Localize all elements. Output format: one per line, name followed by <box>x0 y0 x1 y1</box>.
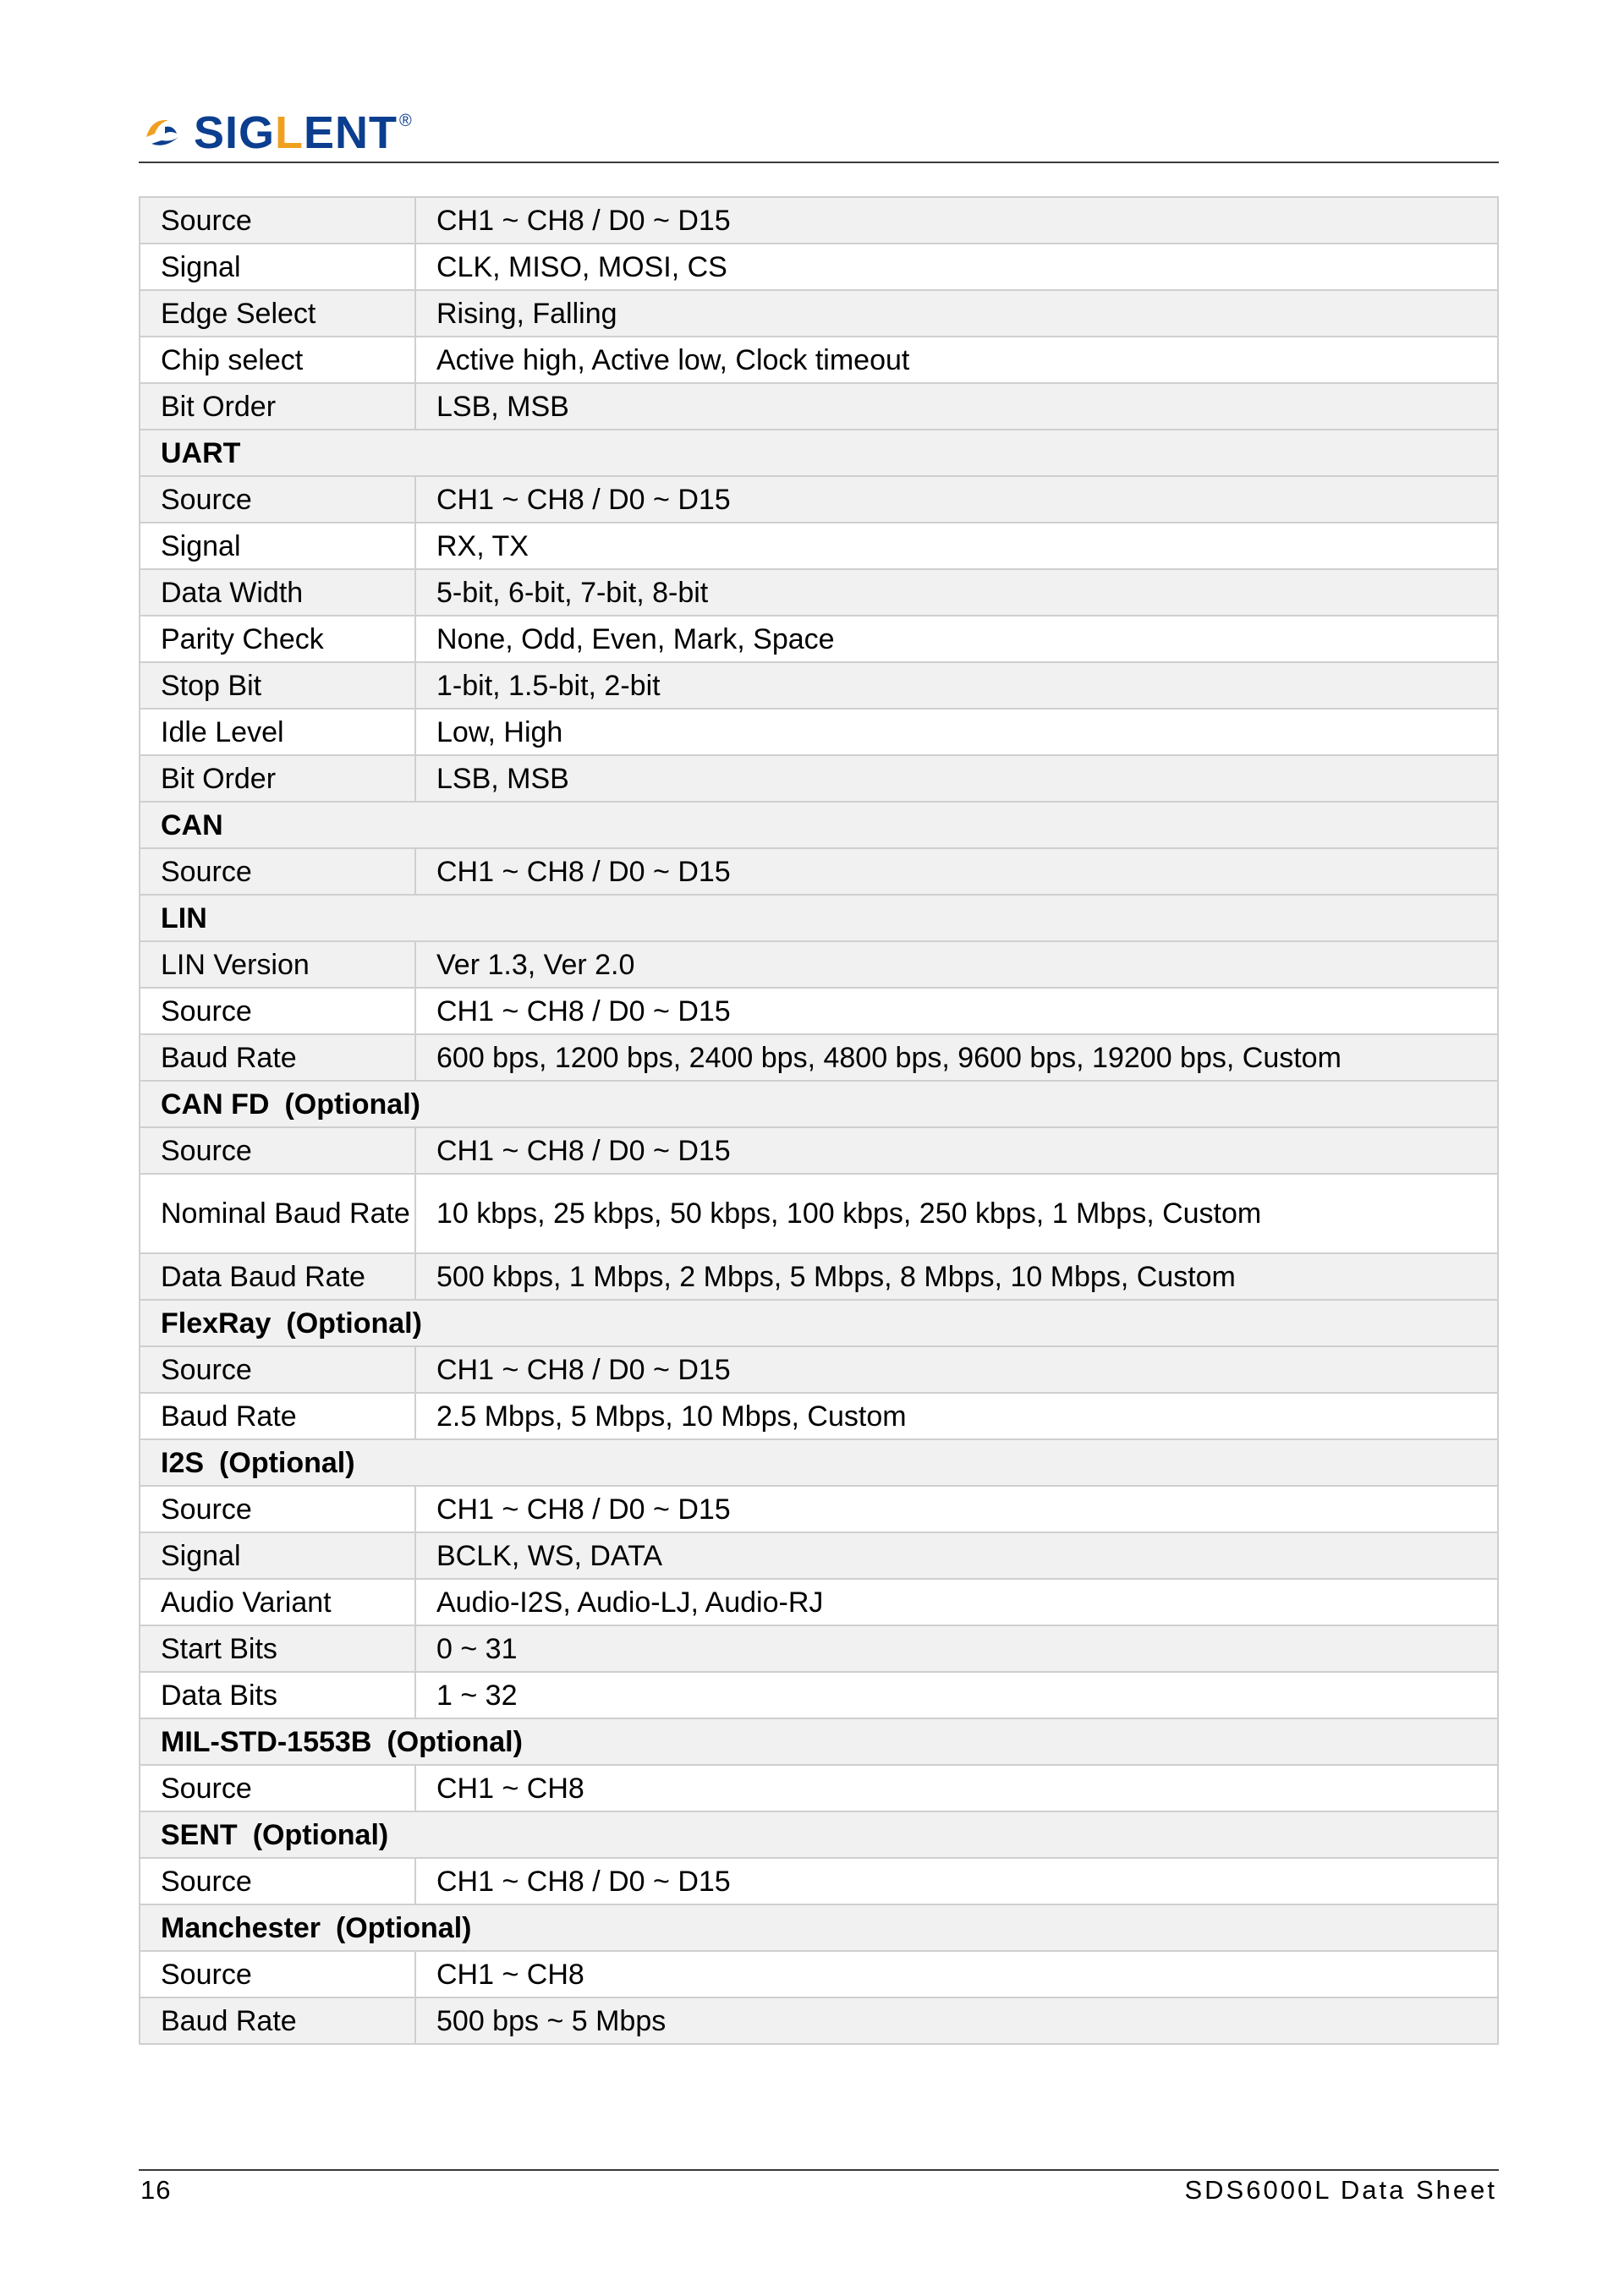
section-title: Manchester <box>161 1911 321 1944</box>
spec-key: Source <box>140 1486 415 1532</box>
section-title-cell <box>140 1718 1498 1765</box>
spec-value: 1 ~ 32 <box>415 1672 1498 1718</box>
spec-value: 5-bit, 6-bit, 7-bit, 8-bit <box>415 569 1498 616</box>
section-header-row <box>140 1081 1498 1127</box>
spec-key: Source <box>140 988 415 1034</box>
section-header-row <box>140 1300 1498 1346</box>
spec-key: LIN Version <box>140 941 415 988</box>
spec-value: Low, High <box>415 709 1498 755</box>
section-header-row <box>140 1904 1498 1951</box>
spec-key: Source <box>140 1858 415 1904</box>
siglent-logo <box>140 108 412 157</box>
spec-row <box>140 616 1498 662</box>
spec-row <box>140 662 1498 709</box>
spec-value: 2.5 Mbps, 5 Mbps, 10 Mbps, Custom <box>415 1393 1498 1439</box>
spec-key: Signal <box>140 523 415 569</box>
header-rule <box>139 162 1499 163</box>
spec-row <box>140 337 1498 383</box>
spec-key: Data Baud Rate <box>140 1253 415 1300</box>
spec-value: CH1 ~ CH8 / D0 ~ D15 <box>415 1486 1498 1532</box>
spec-table <box>139 196 1499 2045</box>
spec-row <box>140 1579 1498 1625</box>
footer-rule <box>139 2169 1499 2171</box>
spec-row <box>140 1672 1498 1718</box>
spec-key: Source <box>140 1951 415 1997</box>
spec-row <box>140 755 1498 802</box>
page-number: 16 <box>140 2175 172 2205</box>
spec-row <box>140 1486 1498 1532</box>
spec-row <box>140 476 1498 523</box>
spec-value: CH1 ~ CH8 / D0 ~ D15 <box>415 197 1498 244</box>
spec-value: 500 bps ~ 5 Mbps <box>415 1997 1498 2044</box>
spec-row <box>140 197 1498 244</box>
section-header-row <box>140 1718 1498 1765</box>
spec-row <box>140 244 1498 290</box>
logo-wordmark: SIGLENT <box>194 107 398 158</box>
section-title-cell <box>140 1439 1498 1486</box>
spec-value: 0 ~ 31 <box>415 1625 1498 1672</box>
section-header-row <box>140 802 1498 848</box>
siglent-logo-icon <box>140 112 190 154</box>
spec-key: Parity Check <box>140 616 415 662</box>
spec-row <box>140 1253 1498 1300</box>
spec-key: Source <box>140 848 415 895</box>
spec-value: CH1 ~ CH8 / D0 ~ D15 <box>415 1346 1498 1393</box>
spec-value: Audio-I2S, Audio-LJ, Audio-RJ <box>415 1579 1498 1625</box>
section-title-cell <box>140 895 1498 941</box>
section-optional-label: (Optional) <box>335 1911 472 1944</box>
spec-row <box>140 383 1498 430</box>
spec-key: Baud Rate <box>140 1997 415 2044</box>
spec-key: Edge Select <box>140 290 415 337</box>
section-title: I2S <box>161 1446 205 1479</box>
section-header-row <box>140 895 1498 941</box>
spec-row <box>140 848 1498 895</box>
section-title: MIL-STD-1553B <box>161 1725 372 1758</box>
spec-row <box>140 988 1498 1034</box>
spec-row <box>140 1393 1498 1439</box>
spec-key: Audio Variant <box>140 1579 415 1625</box>
spec-row <box>140 1034 1498 1081</box>
spec-key: Source <box>140 1127 415 1174</box>
spec-key: Data Width <box>140 569 415 616</box>
spec-row <box>140 1625 1498 1672</box>
spec-key: Chip select <box>140 337 415 383</box>
spec-row <box>140 1765 1498 1811</box>
spec-value: CLK, MISO, MOSI, CS <box>415 244 1498 290</box>
spec-row <box>140 1174 1498 1253</box>
spec-key: Nominal Baud Rate <box>140 1174 415 1253</box>
spec-row <box>140 1346 1498 1393</box>
document-title: SDS6000L Data Sheet <box>1184 2175 1497 2205</box>
section-title-cell <box>140 1300 1498 1346</box>
section-title: SENT <box>161 1818 238 1851</box>
section-title: LIN <box>161 901 207 934</box>
spec-value: Rising, Falling <box>415 290 1498 337</box>
section-optional-label: (Optional) <box>252 1818 389 1851</box>
spec-value: CH1 ~ CH8 <box>415 1951 1498 1997</box>
spec-key: Baud Rate <box>140 1034 415 1081</box>
spec-value: CH1 ~ CH8 / D0 ~ D15 <box>415 848 1498 895</box>
spec-row <box>140 941 1498 988</box>
logo-registered-mark: ® <box>399 112 412 130</box>
spec-value: CH1 ~ CH8 / D0 ~ D15 <box>415 1858 1498 1904</box>
spec-row <box>140 569 1498 616</box>
spec-key: Source <box>140 476 415 523</box>
section-title-cell <box>140 430 1498 476</box>
section-optional-label: (Optional) <box>284 1088 420 1121</box>
spec-key: Bit Order <box>140 383 415 430</box>
spec-value: BCLK, WS, DATA <box>415 1532 1498 1579</box>
spec-value: 1-bit, 1.5-bit, 2-bit <box>415 662 1498 709</box>
spec-key: Signal <box>140 1532 415 1579</box>
spec-row <box>140 1127 1498 1174</box>
spec-value: 600 bps, 1200 bps, 2400 bps, 4800 bps, 9600 bps, 19200 bps, Custom <box>415 1034 1498 1081</box>
section-title-cell <box>140 1904 1498 1951</box>
spec-key: Data Bits <box>140 1672 415 1718</box>
spec-value: Active high, Active low, Clock timeout <box>415 337 1498 383</box>
section-title-cell <box>140 1081 1498 1127</box>
section-title: FlexRay <box>161 1307 272 1340</box>
spec-value: None, Odd, Even, Mark, Space <box>415 616 1498 662</box>
spec-row <box>140 709 1498 755</box>
spec-value: CH1 ~ CH8 <box>415 1765 1498 1811</box>
section-optional-label: (Optional) <box>387 1725 523 1758</box>
spec-row <box>140 1532 1498 1579</box>
section-header-row <box>140 1811 1498 1858</box>
section-title: CAN FD <box>161 1088 270 1121</box>
section-title-cell <box>140 1811 1498 1858</box>
spec-row <box>140 1997 1498 2044</box>
spec-key: Source <box>140 1765 415 1811</box>
spec-key: Baud Rate <box>140 1393 415 1439</box>
spec-row <box>140 1951 1498 1997</box>
spec-key: Start Bits <box>140 1625 415 1672</box>
spec-value: LSB, MSB <box>415 383 1498 430</box>
spec-row <box>140 523 1498 569</box>
spec-value: CH1 ~ CH8 / D0 ~ D15 <box>415 476 1498 523</box>
spec-value: LSB, MSB <box>415 755 1498 802</box>
spec-row <box>140 290 1498 337</box>
section-header-row <box>140 1439 1498 1486</box>
spec-row <box>140 1858 1498 1904</box>
spec-value: RX, TX <box>415 523 1498 569</box>
spec-value: 500 kbps, 1 Mbps, 2 Mbps, 5 Mbps, 8 Mbps, 10 Mbps, Custom <box>415 1253 1498 1300</box>
spec-value: CH1 ~ CH8 / D0 ~ D15 <box>415 1127 1498 1174</box>
section-header-row <box>140 430 1498 476</box>
section-optional-label: (Optional) <box>286 1307 422 1340</box>
section-title: UART <box>161 436 241 469</box>
spec-key: Source <box>140 1346 415 1393</box>
section-title-cell <box>140 802 1498 848</box>
spec-value: 10 kbps, 25 kbps, 50 kbps, 100 kbps, 250 kbps, 1 Mbps, Custom <box>415 1174 1498 1253</box>
section-optional-label: (Optional) <box>219 1446 355 1479</box>
spec-value: Ver 1.3, Ver 2.0 <box>415 941 1498 988</box>
spec-key: Stop Bit <box>140 662 415 709</box>
spec-key: Idle Level <box>140 709 415 755</box>
spec-key: Bit Order <box>140 755 415 802</box>
spec-key: Source <box>140 197 415 244</box>
spec-value: CH1 ~ CH8 / D0 ~ D15 <box>415 988 1498 1034</box>
spec-key: Signal <box>140 244 415 290</box>
section-title: CAN <box>161 808 223 841</box>
